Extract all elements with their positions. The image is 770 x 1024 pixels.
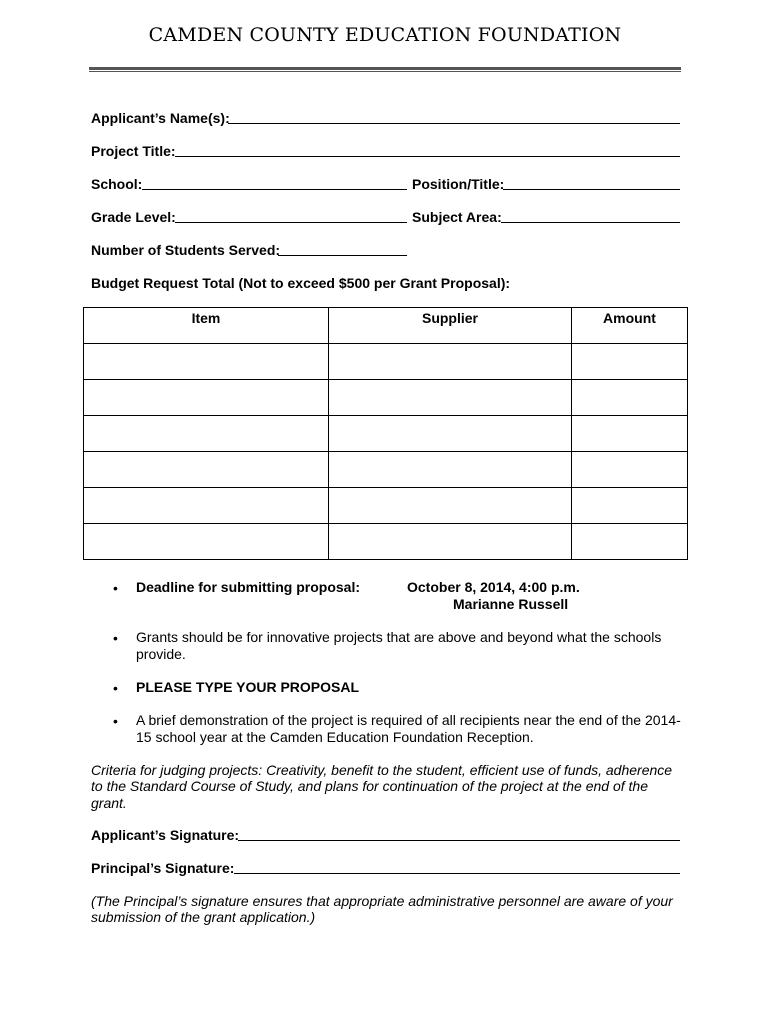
amount-cell[interactable]: [572, 380, 688, 416]
deadline-contact: Marianne Russell: [453, 596, 569, 612]
budget-table-header-row: [84, 308, 688, 344]
item-cell[interactable]: [84, 416, 329, 452]
bullet-icon: •: [113, 713, 118, 729]
amount-cell[interactable]: [572, 452, 688, 488]
deadline-date: October 8, 2014, 4:00 p.m.: [407, 579, 580, 595]
principal-note-line1: (The Principal’s signature ensures that appropriate administrative personnel are aware of your: [91, 893, 673, 909]
school-field[interactable]: [142, 189, 407, 190]
position-title-label: Position/Title:: [412, 176, 505, 192]
column-header-supplier: Supplier: [329, 308, 572, 344]
supplier-cell[interactable]: [329, 380, 572, 416]
type-proposal-text: PLEASE TYPE YOUR PROPOSAL: [136, 679, 360, 695]
project-title-field[interactable]: [175, 156, 680, 157]
item-cell[interactable]: [84, 524, 329, 560]
table-row: [84, 416, 688, 452]
supplier-cell[interactable]: [329, 344, 572, 380]
supplier-cell[interactable]: [329, 452, 572, 488]
students-served-field[interactable]: [278, 255, 407, 256]
table-row: [84, 524, 688, 560]
position-title-field[interactable]: [503, 189, 680, 190]
grade-level-field[interactable]: [175, 222, 407, 223]
principal-note-line2: submission of the grant application.): [91, 909, 316, 925]
project-title-label: Project Title:: [91, 143, 176, 159]
students-served-label: Number of Students Served:: [91, 242, 281, 258]
grade-level-label: Grade Level:: [91, 209, 176, 225]
table-row: [84, 452, 688, 488]
deadline-label: Deadline for submitting proposal:: [136, 579, 361, 595]
bullet-icon: •: [113, 680, 118, 696]
demo-text-line2: 15 school year at the Camden Education Foundation Reception.: [136, 729, 534, 745]
applicant-name-field[interactable]: [228, 123, 680, 124]
amount-cell[interactable]: [572, 524, 688, 560]
criteria-line2: to the Standard Course of Study, and plans for continuation of the project at the end of the: [91, 778, 648, 794]
item-cell[interactable]: [84, 452, 329, 488]
principal-signature-field[interactable]: [234, 873, 680, 874]
applicant-signature-field[interactable]: [238, 840, 680, 841]
page-title: CAMDEN COUNTY EDUCATION FOUNDATION: [148, 24, 622, 46]
applicant-signature-label: Applicant’s Signature:: [91, 827, 240, 843]
criteria-line1: Criteria for judging projects: Creativity, benefit to the student, efficient use of funds, adherence: [91, 762, 673, 778]
budget-total-label: Budget Request Total (Not to exceed $500 per Grant Proposal):: [91, 275, 511, 291]
bullet-icon: •: [113, 580, 118, 596]
principal-signature-label: Principal’s Signature:: [91, 860, 235, 876]
column-header-item: Item: [84, 308, 329, 344]
grants-text-line2: provide.: [136, 646, 186, 662]
applicant-name-label: Applicant’s Name(s):: [91, 110, 230, 126]
amount-cell[interactable]: [572, 488, 688, 524]
item-cell[interactable]: [84, 380, 329, 416]
subject-area-field[interactable]: [501, 222, 680, 223]
school-label: School:: [91, 176, 143, 192]
criteria-line3: grant.: [91, 795, 127, 811]
subject-area-label: Subject Area:: [412, 209, 502, 225]
bullet-icon: •: [113, 630, 118, 646]
header-rule-thin: [89, 71, 681, 72]
supplier-cell[interactable]: [329, 524, 572, 560]
supplier-cell[interactable]: [329, 488, 572, 524]
grants-text-line1: Grants should be for innovative projects that are above and beyond what the schools: [136, 629, 662, 645]
amount-cell[interactable]: [572, 416, 688, 452]
item-cell[interactable]: [84, 344, 329, 380]
column-header-amount: Amount: [572, 308, 688, 344]
header-rule-thick: [89, 67, 681, 70]
item-cell[interactable]: [84, 488, 329, 524]
table-row: [84, 488, 688, 524]
budget-table: [83, 307, 688, 560]
demo-text-line1: A brief demonstration of the project is required of all recipients near the end of the 2014-: [136, 712, 681, 728]
table-row: [84, 344, 688, 380]
table-row: [84, 380, 688, 416]
supplier-cell[interactable]: [329, 416, 572, 452]
amount-cell[interactable]: [572, 344, 688, 380]
